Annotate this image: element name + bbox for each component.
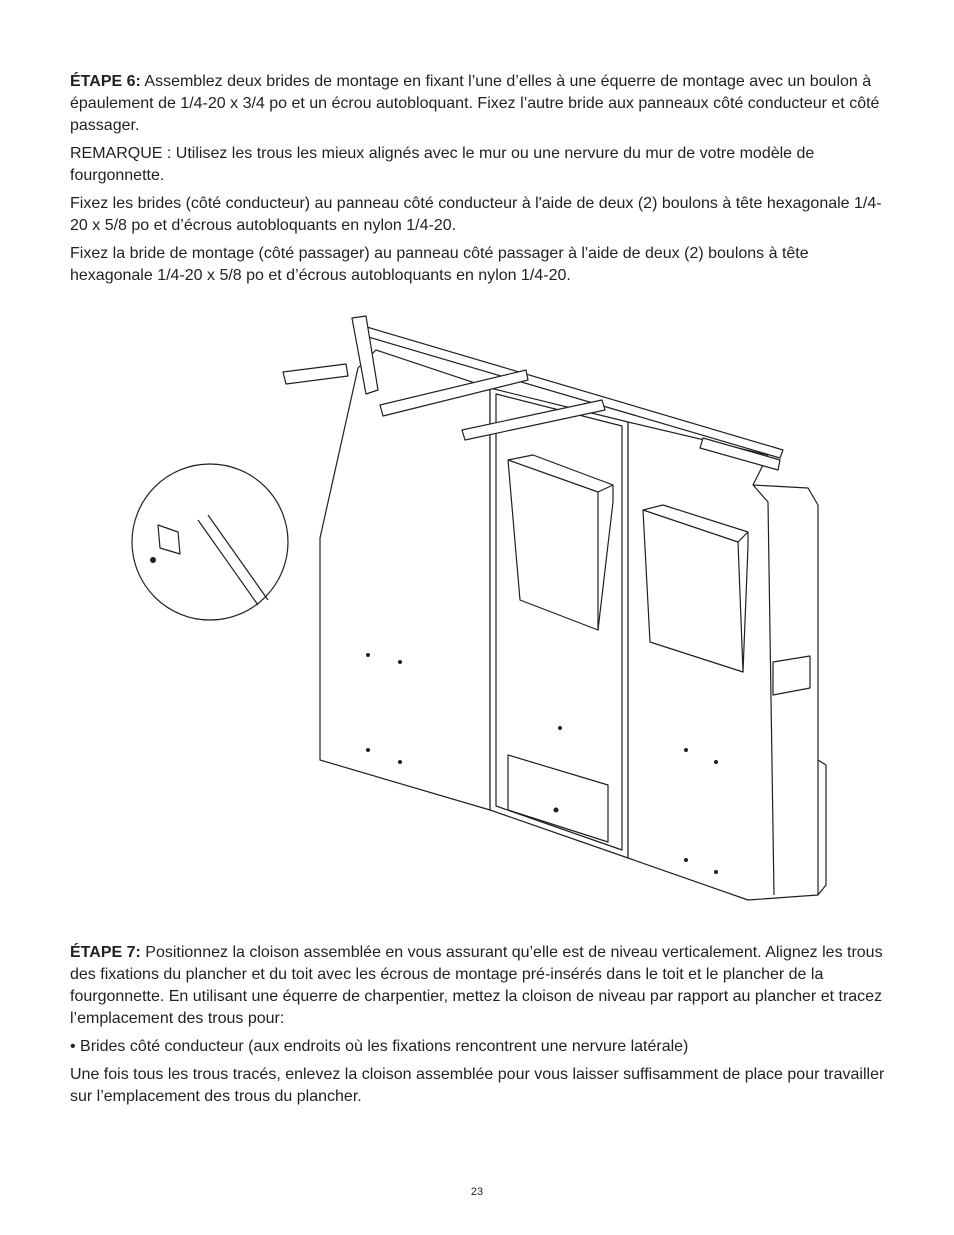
page-number: 23	[470, 1186, 484, 1198]
driver-side-panel	[320, 350, 490, 810]
instructions-step-7	[70, 942, 890, 1114]
passenger-side-instruction: Fixez la bride de montage (côté passager) au panneau côté passager à l'aide de deux (2) boulons à tête hexagonale 1/4-20 x 5/8 po et d’écrous autobloquants en nylon 1/4-20.	[70, 245, 809, 284]
instructions-step-6	[70, 71, 890, 293]
detail-inset-circle	[132, 464, 288, 620]
step-6-label: ÉTAPE 6:	[70, 73, 141, 90]
step-7-text: Positionnez la cloison assemblée en vous assurant qu’elle est de niveau verticalement. Alignez les trous des fixations du plancher et du toit avec les écrous de montage pré-insérés dans le toit et le plancher de la fourgonnette. En utilisant une équerre de charpentier, mettez la cloison de niveau par rapport au plancher et tracez l’emplacement des trous pour:	[70, 944, 883, 1027]
closing-paragraph: Une fois tous les trous tracés, enlevez la cloison assemblée pour vous laisser suffisamment de place pour travailler sur l’emplacement des trous du plancher.	[70, 1066, 885, 1105]
bullet-item: • Brides côté conducteur (aux endroits où les fixations rencontrent une nervure latérale)	[70, 1038, 689, 1055]
step-6-text: Assemblez deux brides de montage en fixant l’une d’elles à une équerre de montage avec un boulon à épaulement de 1/4-20 x 3/4 po et un écrou autobloquant. Fixez l’autre bride aux panneaux côté conducteur et côté passager.	[70, 73, 880, 134]
step-7-label: ÉTAPE 7:	[70, 944, 141, 961]
note-paragraph: REMARQUE : Utilisez les trous les mieux alignés avec le mur ou une nervure du mur de votre modèle de fourgonnette.	[70, 145, 815, 184]
step-6-paragraph	[70, 71, 890, 137]
mounting-bracket-left	[283, 364, 348, 384]
side-slot	[773, 656, 810, 695]
driver-side-instruction: Fixez les brides (côté conducteur) au panneau côté conducteur à l'aide de deux (2) boulons à tête hexagonale 1/4-20 x 5/8 po et d’écrous autobloquants en nylon 1/4-20.	[70, 195, 882, 234]
step-7-paragraph	[70, 942, 890, 1030]
bulkhead-assembly-illustration	[128, 310, 828, 910]
